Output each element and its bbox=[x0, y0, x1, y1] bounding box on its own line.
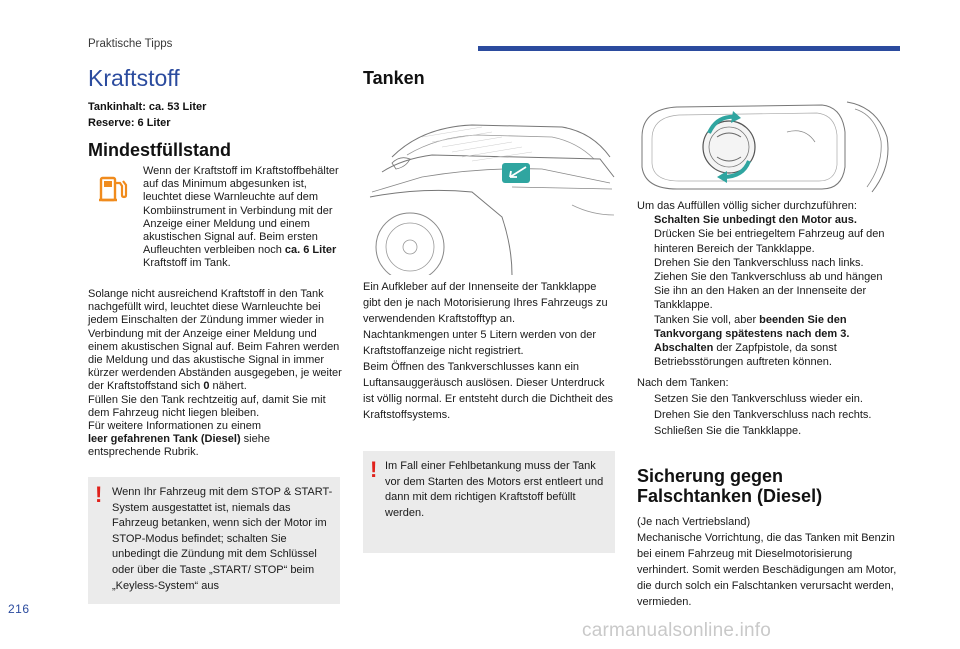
list-item: Ziehen Sie den Tankverschluss ab und hängen Sie ihn an den Haken an der Innenseite der Tankklappe. bbox=[654, 271, 883, 312]
list-item: Drehen Sie den Tankverschluss nach rechts. bbox=[654, 409, 872, 421]
tank-capacity: Tankinhalt: ca. 53 Liter bbox=[88, 101, 207, 113]
heading-sicherung: Sicherung gegen Falschtanken (Diesel) bbox=[637, 466, 823, 507]
page-title: Kraftstoff bbox=[88, 65, 180, 91]
page-number: 216 bbox=[8, 602, 30, 616]
misfuel-warning-text: Im Fall einer Fehlbetankung muss der Tank vor dem Starten des Motors erst entleert und dann mit dem richtigen Kraftstoff befüllt werden. bbox=[385, 460, 604, 519]
list-item: Schließen Sie die Tankklappe. bbox=[654, 425, 802, 437]
stop-start-warning-text: Wenn Ihr Fahrzeug mit dem STOP & START-System ausgestattet ist, niemals das Fahrzeug betanken, wenn sich der Motor im STOP-Modus befindet; schalten Sie unbedingt die Zündung mit dem Schlüssel oder über die Taste „START/ STOP“ beim „Keyless-System“ aus bbox=[112, 486, 333, 592]
stop-start-warning-box bbox=[88, 477, 340, 604]
list-item: Tanken Sie voll, aber beenden Sie den Tankvorgang spätestens nach dem 3. Abschalten der Zapfpistole, da sonst Betriebsstörungen auftreten können. bbox=[654, 313, 850, 369]
section-header: Praktische Tipps bbox=[88, 38, 173, 50]
after-fueling-intro: Nach dem Tanken: bbox=[637, 377, 729, 389]
after-fueling-steps bbox=[637, 391, 900, 439]
fuel-pump-icon bbox=[96, 171, 130, 205]
heading-tanken: Tanken bbox=[363, 68, 425, 88]
list-item: Setzen Sie den Tankverschluss wieder ein. bbox=[654, 393, 863, 405]
warning-icon: ! bbox=[95, 482, 103, 507]
list-item: Schalten Sie unbedingt den Motor aus. bbox=[654, 214, 857, 227]
misfuel-warning-box bbox=[363, 451, 615, 553]
fueling-intro: Um das Auffüllen völlig sicher durchzuführen: bbox=[637, 200, 857, 212]
heading-mindestfuellstand: Mindestfüllstand bbox=[88, 140, 231, 160]
warning-icon: ! bbox=[370, 457, 378, 482]
watermark: carmanualsonline.info bbox=[582, 620, 772, 641]
header-bar bbox=[478, 46, 900, 51]
tanken-paragraph: Ein Aufkleber auf der Innenseite der Tankklappe gibt den je nach Motorisierung Ihres Fahrzeugs zu verwendenden Kraftstofftyp an. Nachtankmengen unter 5 Litern werden von der Kraftstoffanzeige nicht registriert. Beim Öffnen des Tankverschlusses kann ein Luftansauggeräusch auslösen. Dieser Unterdruck ist völlig normal. Er entsteht durch die Dichtheit des Kraftstoffsystems. bbox=[363, 281, 614, 421]
fueling-steps bbox=[637, 213, 900, 369]
after-fueling bbox=[637, 375, 900, 439]
low-fuel-paragraph: Solange nicht ausreichend Kraftstoff in den Tank nachgefüllt wird, leuchtet diese Warnleuchte bei jedem Einschalten der Zündung immer wieder in Verbindung mit der Anzeige einer Meldung und einem akustischen Signal auf. Beim Fahren werden die Meldung und das akustische Signal in immer kürzer werdenden Abständen ausgegeben, je weiter der Kraftstoffstand sich 0 nähert. Füllen Sie den Tank rechtzeitig auf, damit Sie mit dem Fahrzeug nicht liegen bleiben. Für weitere Informationen zu einem leer gefahrenen Tank (Diesel) siehe entsprechende Rubrik. bbox=[88, 288, 342, 459]
fueling-instructions bbox=[637, 199, 900, 369]
list-item: Drücken Sie bei entriegeltem Fahrzeug auf den hinteren Bereich der Tankklappe. bbox=[654, 228, 885, 255]
sicherung-description: Mechanische Vorrichtung, die das Tanken mit Benzin bei einem Fahrzeug mit Dieselmotorisierung verhindert. Somit werden Beschädigungen am Motor, die durch solch ein Falschtanken verursacht werden, vermieden. bbox=[637, 532, 897, 608]
sicherung-text-block bbox=[637, 514, 900, 610]
car-rear-figure bbox=[362, 97, 616, 275]
fuel-cap-figure bbox=[637, 97, 900, 195]
tank-reserve: Reserve: 6 Liter bbox=[88, 117, 171, 129]
sicherung-subtitle: (Je nach Vertriebsland) bbox=[637, 516, 751, 528]
list-item: Drehen Sie den Tankverschluss nach links. bbox=[654, 256, 864, 269]
low-fuel-description: Wenn der Kraftstoff im Kraftstoffbehälter auf das Minimum abgesunken ist, leuchtet diese Warnleuchte auf dem Kombiinstrument in Verbindung mit der Anzeige einer Meldung und einem akustischen Signal auf. Beim ersten Aufleuchten verbleiben noch ca. 6 Liter Kraftstoff im Tank. bbox=[143, 165, 339, 270]
